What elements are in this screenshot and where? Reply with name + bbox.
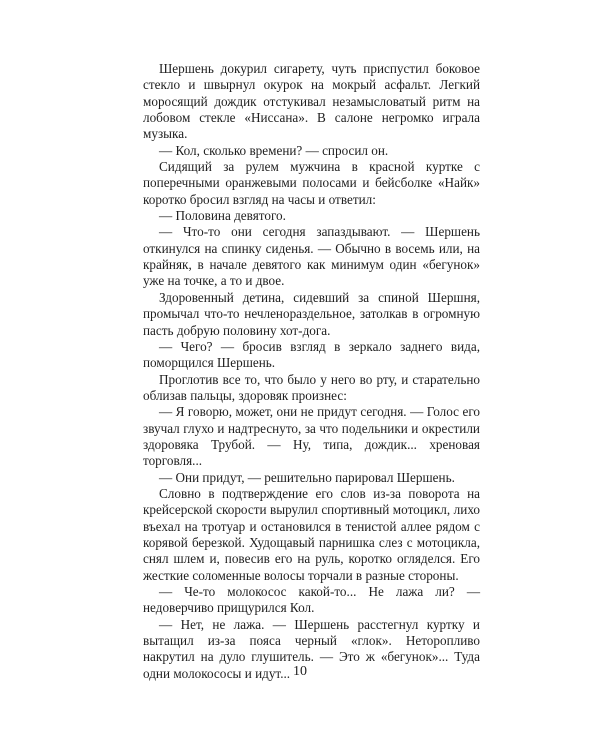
body-text — [143, 61, 480, 682]
paragraph: Проглотив все то, что было у него во рту, и старательно облизав пальцы, здоровяк произнес: — [143, 371, 480, 403]
paragraph: — Я говорю, может, они не придут сегодня. — Голос его звучал глухо и надтреснуто, за что подельники и окрестили здоровяка Трубой. — Ну, типа, дождик... хреновая торговля... — [143, 404, 480, 469]
paragraph: — Они придут, — решительно парировал Шершень. — [159, 469, 455, 485]
paragraph: — Че-то молокосос какой-то... Не лажа ли? — недоверчиво прищурился Кол. — [143, 584, 480, 616]
paragraph: — Что-то они сегодня запаздывают. — Шершень откинулся на спинку сиденья. — Обычно в восемь или, на крайняк, в начале девятого как минимум один «бегунок» уже на точке, а то и двое. — [143, 224, 480, 289]
paragraph: Здоровенный детина, сидевший за спиной Шершня, промычал что-то нечленораздельное, затолкав в огромную пасть добрую половину хот-дога. — [143, 289, 480, 338]
paragraph: — Нет, не лажа. — Шершень расстегнул куртку и вытащил из-за пояса черный «глок». Неторопливо накрутил на дуло глушитель. — Это ж «бегунок»... Туда одни молокососы и идут... — [143, 616, 480, 681]
paragraph: — Половина девятого. — [159, 208, 286, 224]
paragraph: Сидящий за рулем мужчина в красной куртке с поперечными оранжевыми полосами и бейсболке «Найк» коротко бросил взгляд на часы и ответил: — [143, 159, 480, 207]
paragraph: — Чего? — бросив взгляд в зеркало заднего вида, поморщился Шершень. — [143, 338, 480, 371]
paragraph: — Кол, сколько времени? — спросил он. — [159, 142, 389, 158]
paragraph: Словно в подтверждение его слов из-за поворота на крейсерской скорости вырулил спортивный мотоцикл, лихо въехал на тротуар и остановился в тенистой аллее рядом с корявой березкой. Худощавый парнишка слез с мотоцикла, снял шлем и, повесив его на руль, коротко огляделся. Его жесткие соломенные волосы торчали в разные стороны. — [143, 485, 480, 583]
paragraph: Шершень докурил сигарету, чуть приспустил боковое стекло и швырнул окурок на мокрый асфальт. Легкий моросящий дождик отстукивал незамысловатый ритм на лобовом стекле «Ниссана». В салоне негромко играла музыка. — [143, 61, 480, 142]
page-number: 10 — [293, 664, 307, 679]
